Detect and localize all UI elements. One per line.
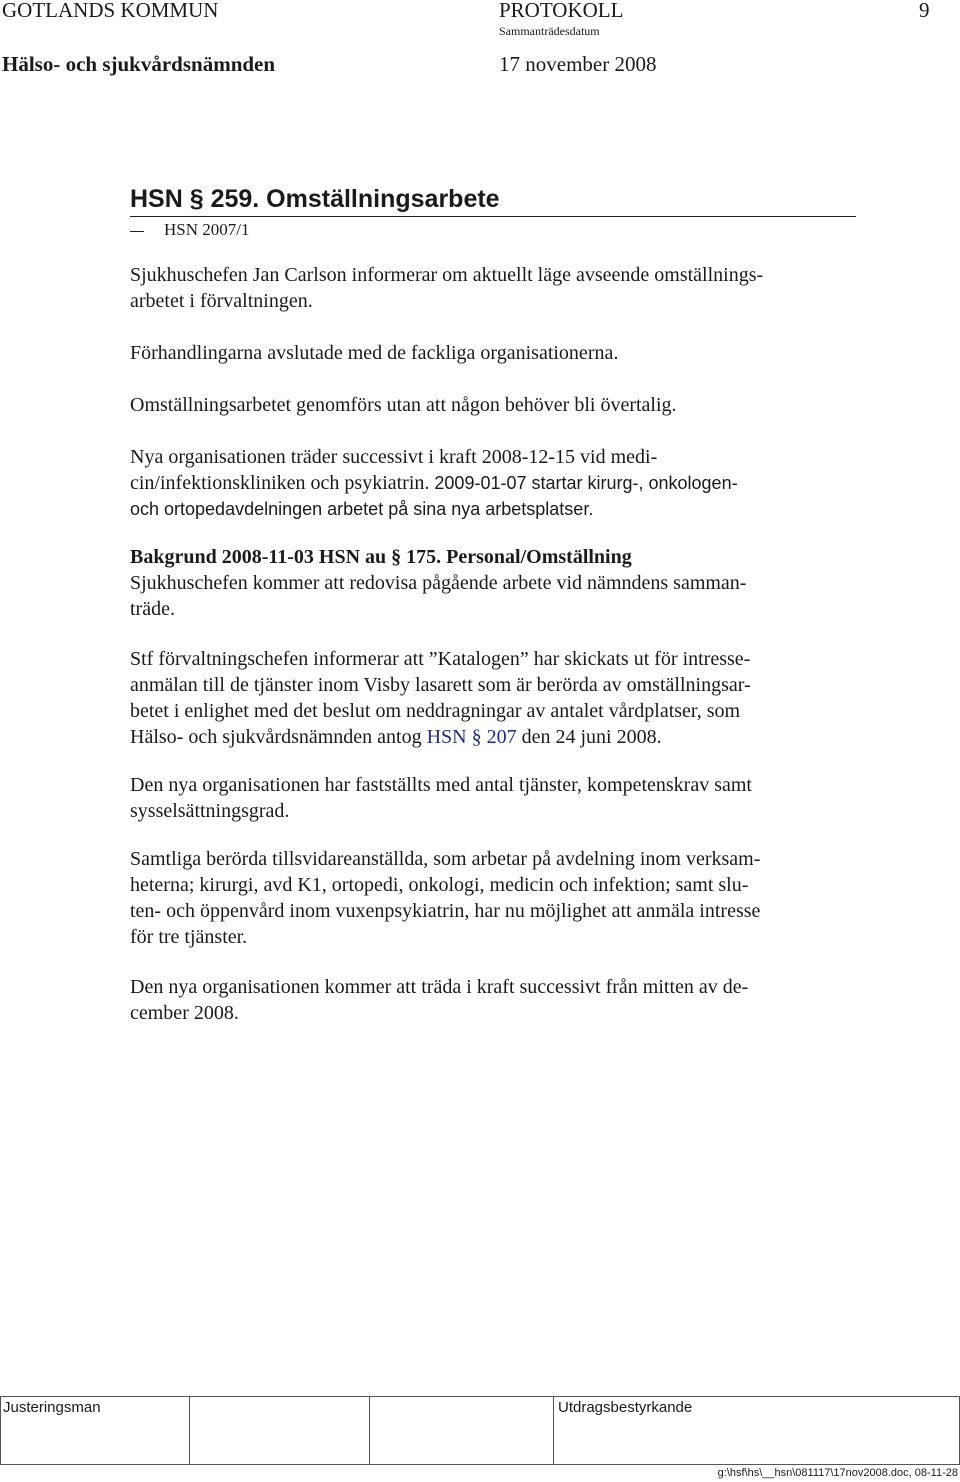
dash-icon <box>130 231 144 232</box>
footer-top-rule <box>0 1396 960 1397</box>
hsn-207-link[interactable]: HSN § 207 <box>426 726 517 748</box>
document-type: PROTOKOLL <box>499 0 624 22</box>
background-heading: Bakgrund 2008-11-03 HSN au § 175. Personal/Omställning <box>130 546 632 568</box>
footer-divider <box>0 1396 1 1464</box>
committee-name: Hälso- och sjukvårdsnämnden <box>2 52 276 76</box>
paragraph-2: Förhandlingarna avslutade med de fackliga organisationerna. <box>130 342 619 364</box>
paragraph-8: Samtliga berörda tillsvidareanställda, som arbetar på avdelning inom verksam- heterna; kirurgi, avd K1, ortopedi, onkologi, medicin och infektion; samt slu- ten- och öppenvård inom vuxenpsykiatrin, har nu möjlighet att anmäla intresse för tre tjänster. <box>130 848 761 948</box>
org-name: GOTLANDS KOMMUN <box>2 0 219 22</box>
file-path: g:\hsf\hs\__hsn\081117\17nov2008.doc, 08-11-28 <box>717 1467 958 1479</box>
paragraph-9: Den nya organisationen kommer att träda i kraft successivt från mitten av de- cember 2008. <box>130 976 749 1024</box>
footer-divider <box>189 1396 190 1464</box>
paragraph-3: Omställningsarbetet genomförs utan att någon behöver bli övertalig. <box>130 394 677 416</box>
paragraph-4: Nya organisationen träder successivt i kraft 2008-12-15 vid medi- cin/infektionskliniken och psykiatrin. 2009-01-07 startar kirurg-, onkologen- och ortopedavdelningen arbetet på sina nya arbetsplatser. <box>130 446 738 519</box>
case-number: HSN 2007/1 <box>164 220 250 239</box>
paragraph-5: Bakgrund 2008-11-03 HSN au § 175. Personal/Omställning Sjukhuschefen kommer att redovisa pågående arbete vid nämndens samman- träde. <box>130 544 850 622</box>
title-underline <box>130 216 856 217</box>
meeting-date: 17 november 2008 <box>499 52 657 76</box>
case-number-line <box>130 220 249 240</box>
utdrag-label: Utdragsbestyrkande <box>558 1399 693 1416</box>
meeting-date-label: Sammanträdesdatum <box>499 24 600 38</box>
signature-footer <box>0 1396 960 1482</box>
paragraph-7: Den nya organisationen har fastställts med antal tjänster, kompetenskrav samt sysselsättningsgrad. <box>130 774 752 822</box>
paragraph-6: Stf förvaltningschefen informerar att ”Katalogen” har skickats ut för intresse- anmälan till de tjänster inom Visby lasarett som är berörda av omställningsar- betet i enlighet med det beslut om neddragningar av antalet vårdplatser, som Hälso- och sjukvårdsnämnden antog HSN § 207 den 24 juni 2008. <box>130 648 751 748</box>
justering-label: Justeringsman <box>3 1399 101 1416</box>
page-number: 9 <box>919 0 930 22</box>
footer-divider <box>369 1396 370 1464</box>
footer-divider <box>553 1396 554 1464</box>
paragraph-1: Sjukhuschefen Jan Carlson informerar om aktuellt läge avseende omställnings- arbetet i förvaltningen. <box>130 264 764 312</box>
footer-bottom-rule <box>0 1464 960 1465</box>
item-title: HSN § 259. Omställningsarbete <box>130 185 500 213</box>
